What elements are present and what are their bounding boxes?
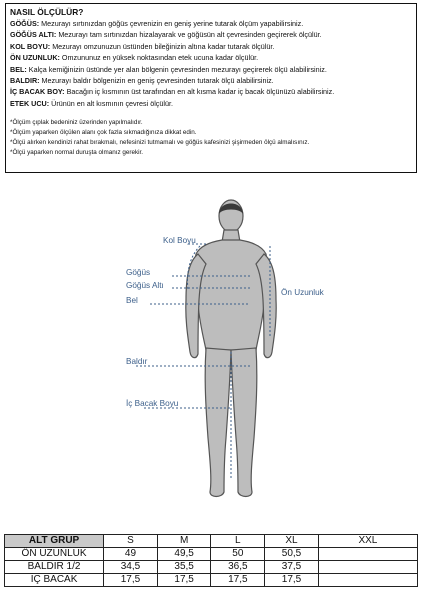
guide-term: İÇ BACAK BOY: xyxy=(10,87,65,97)
guide-term: ÖN UZUNLUK: xyxy=(10,53,60,63)
table-cell: 49 xyxy=(104,548,158,561)
guide-text: Mezurayı omzunuzun üstünden bileğinizin altına kadar tutarak ölçülür. xyxy=(50,41,275,51)
guide-line-gogus xyxy=(10,18,412,29)
guide-text: Mezurayı tam sırtınızdan hizalayarak ve göğüsün alt çevresinden geçirerek ölçülür. xyxy=(56,30,322,40)
label-on-uzunluk: Ön Uzunluk xyxy=(281,288,324,297)
measurement-guide xyxy=(5,3,417,173)
table-cell: 17,5 xyxy=(211,574,265,587)
body-silhouette xyxy=(0,180,424,515)
table-cell: 17,5 xyxy=(104,574,158,587)
guide-line-on-uzunluk xyxy=(10,52,412,63)
table-cell: 49,5 xyxy=(157,548,211,561)
guide-title: NASIL ÖLÇÜLÜR? xyxy=(10,7,84,17)
header-cell: S xyxy=(104,535,158,548)
table-cell: 36,5 xyxy=(211,561,265,574)
row-label: ÖN UZUNLUK xyxy=(5,548,104,561)
guide-notes xyxy=(10,118,412,157)
label-gogus-alti: Göğüs Altı xyxy=(126,281,164,290)
table-cell: 17,5 xyxy=(265,574,319,587)
guide-text: Ürünün en alt kısmının çevresi ölçülür. xyxy=(49,98,173,108)
guide-term: GÖĞÜS ALTI: xyxy=(10,30,57,40)
table-cell: 37,5 xyxy=(265,561,319,574)
header-cell: ALT GRUP xyxy=(5,535,104,548)
table-header-row xyxy=(5,535,418,548)
label-baldir: Baldır xyxy=(126,357,148,366)
label-kol-boyu: Kol Boyu xyxy=(163,236,196,245)
table-cell xyxy=(318,574,417,587)
table-row xyxy=(5,574,418,587)
right-leg-shape xyxy=(231,348,257,497)
note: *Ölçüm çıplak bedeniniz üzerinden yapılmalıdır. xyxy=(10,119,143,127)
guide-line-kol-boyu xyxy=(10,41,412,52)
guide-text: Omzununuz en yüksek noktasından etek ucuna kadar ölçülür. xyxy=(59,53,259,63)
header-cell: XL xyxy=(265,535,319,548)
table-cell: 35,5 xyxy=(157,561,211,574)
header-cell: XXL xyxy=(318,535,417,548)
guide-term: BALDIR: xyxy=(10,76,40,86)
table-row xyxy=(5,548,418,561)
guide-line-ic-bacak xyxy=(10,86,412,97)
guide-text: Kalça kemiğinizin üstünde yer alan bölgenin çevresinden mezurayı geçirerek ölçü alabilirsiniz. xyxy=(26,64,327,74)
label-ic-bacak: İç Bacak Boyu xyxy=(126,399,179,408)
table-cell: 50,5 xyxy=(265,548,319,561)
label-gogus: Göğüs xyxy=(126,268,151,277)
guide-term: GÖĞÜS: xyxy=(10,19,40,28)
left-leg-shape xyxy=(205,348,231,497)
header-cell: L xyxy=(211,535,265,548)
table-row xyxy=(5,561,418,574)
table-cell: 34,5 xyxy=(104,561,158,574)
guide-line-gogus-alti xyxy=(10,29,412,40)
table-cell xyxy=(318,548,417,561)
guide-text: Mezurayı sırtınızdan göğüs çevrenizin en geniş yerine tutarak ölçüm yapabilirsiniz. xyxy=(39,19,304,28)
guide-text: Bacağın iç kısmının üst tarafından en alt kısma kadar iç bacak ölçünüzü alabilirsiniz. xyxy=(64,87,335,97)
label-bel: Bel xyxy=(126,296,138,305)
note: *Ölçüm yaparken ölçülen alanı çok fazla sıkmadığınıza dikkat edin. xyxy=(10,129,197,137)
table-cell xyxy=(318,561,417,574)
table-cell: 50 xyxy=(211,548,265,561)
guide-term: KOL BOYU: xyxy=(10,41,51,51)
size-table xyxy=(4,534,418,587)
table-cell: 17,5 xyxy=(157,574,211,587)
guide-term: ETEK UCU: xyxy=(10,98,50,108)
guide-line-etek-ucu xyxy=(10,98,412,109)
body-measurement-figure xyxy=(0,180,424,515)
row-label: BALDIR 1/2 xyxy=(5,561,104,574)
note: *Ölçü yaparken normal duruşta olmanız gerekir. xyxy=(10,148,143,156)
guide-line-bel xyxy=(10,64,412,75)
torso-shape xyxy=(194,240,267,350)
guide-term: BEL: xyxy=(10,64,27,74)
row-label: İÇ BACAK xyxy=(5,574,104,587)
header-cell: M xyxy=(157,535,211,548)
guide-text: Mezurayı baldır bölgenizin en geniş çevresinden tutarak ölçü alabilirsiniz. xyxy=(39,76,274,86)
note: *Ölçü alırken kendinizi rahat bırakmalı, nefesinizi tutmamalı ve göğüs kafesinizi şişirmeden ölçü almalısınız. xyxy=(10,138,310,146)
guide-line-baldir xyxy=(10,75,412,86)
